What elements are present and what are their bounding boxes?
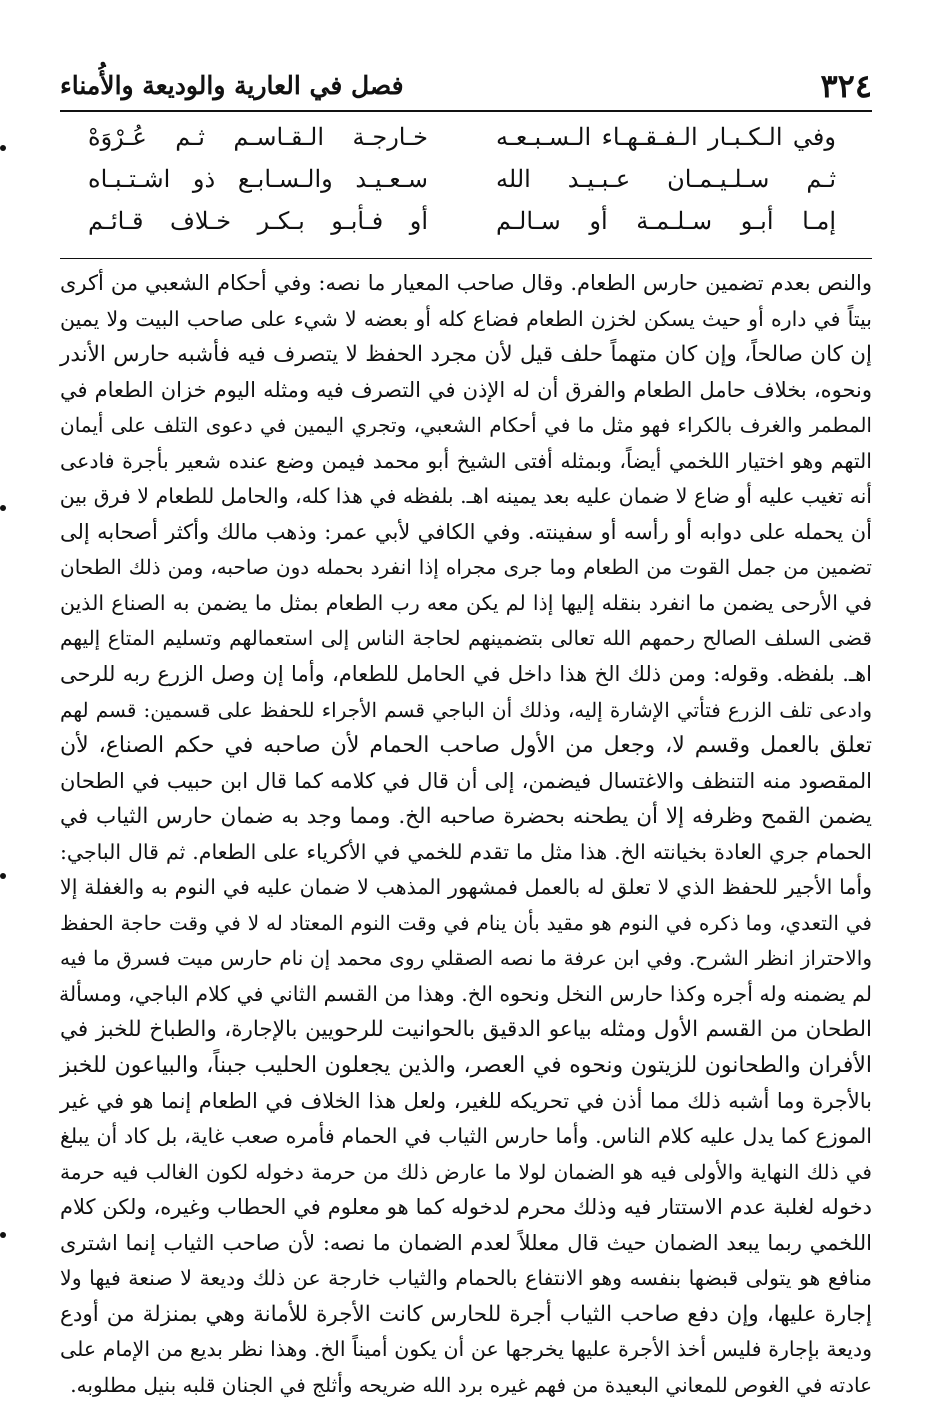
poem-verse xyxy=(88,200,836,242)
poem-divider xyxy=(60,258,872,259)
text-line: تعلق بالعمل وقسم لا، وجعل من الأول صاحب الحمام لأن صاحبه في حكم الصناع، لأن xyxy=(60,733,872,759)
scan-margin-mark xyxy=(0,505,6,511)
text-line: بيتاً في داره أو حيث يسكن لخزن الطعام فضاع كله أو بعضه لا شيء على صاحب البيت ولا يمين xyxy=(60,306,872,331)
poem-hemistich-second: سـعـيـد والـسـابـع ذو اشـتـبـاه xyxy=(88,165,428,193)
text-line: وديعة بإجارة فليس أخذ الأجرة عليها يخرجها عن أن يكون أميناً الخ. وهذا نظر بديع من الإمام على xyxy=(60,1337,872,1362)
text-line: إن كان صالحاً، وإن كان متهماً حلف قيل لأن مجرد الحفظ لا يتصرف فيه فأشبه حارس الأندر xyxy=(60,342,872,368)
text-line: منافع هو يتولى قبضها بنفسه وهو الانتفاع بالحمام والثياب خارجة عن ذلك وديعة لا صنعة فيها ولا xyxy=(60,1266,872,1291)
scan-margin-mark xyxy=(0,1232,6,1238)
scan-margin-mark xyxy=(0,873,6,879)
text-line: ونحوه، بخلاف حامل الطعام والفرق أن له الإذن في التصرف فيه ومثله اليوم خزان الطعام في xyxy=(60,377,872,402)
poem-hemistich-first: ثـم سـلـيـمـان عـبـيـد الله xyxy=(496,165,836,193)
scan-margin-mark xyxy=(0,145,6,151)
poem-block xyxy=(88,116,836,248)
text-line: الموزع كما يدل عليه كلام الناس. وأما حارس الثياب في الحمام فأمره صعب غاية، بل كاد أن يبلغ xyxy=(60,1124,872,1149)
running-title: فصل في العارية والوديعة والأُمناء xyxy=(60,71,404,100)
text-line: الأفران والطحانون للزيتون ونحوه في العصر، والذين يجعلون الحليب جبناً، والبياعون للخبز xyxy=(60,1053,872,1079)
text-line: أنه تغيب عليه أو ضاع لا ضمان عليه بعد يمينه اهـ. بلفظه في هذا كله، والحامل للطعام لا فرق بين xyxy=(59,484,872,509)
header-divider xyxy=(60,110,872,112)
text-line: اهـ. بلفظه. وقوله: ومن ذلك الخ هذا داخل في الحامل للطعام، وأما إن وصل الزرع ربه للرحى xyxy=(60,662,872,687)
text-line: اللخمي ربما يبعد الضمان حيث قال معللاً لعدم الضمان ما نصه: لأن صاحب الثياب إنما اشترى xyxy=(60,1230,872,1255)
page-header xyxy=(60,66,872,110)
body-text xyxy=(60,266,872,1404)
poem-verse xyxy=(88,116,836,158)
text-line: عادته في الغوص للمعاني البعيدة من فهم غيره برد الله ضريحه وأثلج في الجنان قلبه بنيل مطلوبه. xyxy=(70,1372,872,1397)
poem-hemistich-second: أو فـأبـو بـكـر خـلاف قـائـم xyxy=(88,207,428,235)
text-line: المقصود منه التنظف والاغتسال فيضمن، إلى أن قال في كلامه كما قال ابن حبيب في الطحان xyxy=(60,768,872,793)
poem-hemistich-first: إمـا أبـو سـلـمـة أو سـالـم xyxy=(496,207,836,235)
text-line: وادعى تلف الزرع فتأتي الإشارة إليه، وذلك أن الباجي قسم الأجراء للحفظ على قسمين: قسم لهم xyxy=(60,697,872,722)
page-number: ٣٢٤ xyxy=(820,67,872,105)
text-line: والنص بعدم تضمين حارس الطعام. وقال صاحب المعيار ما نصه: وفي أحكام الشعبي من أكرى xyxy=(60,271,872,295)
text-line: إجارة عليها، وإن دفع صاحب الثياب أجرة للحارس كانت الأجرة للأمانة وهي بمنزلة من أودع xyxy=(60,1301,872,1327)
poem-verse xyxy=(88,158,836,200)
text-line: الحمام جري العادة بخيانته الخ. هذا مثل ما تقدم للخمي في الأكرياء على الطعام. ثم قال الباجي: xyxy=(60,839,872,864)
text-line: قضى السلف الصالح رحمهم الله تعالى بتضمينهم لحاجة الناس إلى استعمالهم وتسليم المتاع إليهم xyxy=(60,626,872,651)
text-line: التهم وهو اختيار اللخمي أيضاً، وبمثله أفتى الشيخ أبو محمد فيمن وضع عنده شعير بأجرة فادعى xyxy=(60,448,872,473)
text-line: تضمين من جمل القوت من الطعام وما جرى مجراه إذا انفرد بحمله دون صاحبه، ومن ذلك الطحان xyxy=(60,555,872,580)
text-line: وأما الأجير للحفظ الذي لا تعلق له بالعمل فمشهور المذهب لا ضمان عليه في النوم به والغفلة إلا xyxy=(60,875,872,900)
text-line: المطمر والغرف بالكراء فهو مثل ما في أحكام الشعبي، وتجري اليمين في دعوى التلف على أيمان xyxy=(60,413,872,438)
text-line: لم يضمنه وله أجره وكذا حارس النخل ونحوه الخ. وهذا من القسم الثاني في كلام الباجي، ومسألة xyxy=(58,981,872,1006)
poem-hemistich-first: وفي الـكـبـار الـفـقـهـاء الـسـبـعـه xyxy=(496,123,836,151)
poem-hemistich-second: خـارجـة الـقـاسـم ثـم عُـرْوَهْ xyxy=(88,123,428,151)
text-line: في التعدي، وما ذكره في النوم هو مقيد بأن ينام في وقت النوم المعتاد له لا في وقت حاجة الحفظ xyxy=(60,910,872,935)
text-line: والاحتراز انظر الشرح. وفي ابن عرفة ما نصه الصقلي روى محمد إن نام حارس ميت فسرق ما فيه xyxy=(60,946,872,971)
text-line: بالأجرة وما أشبه ذلك مما أذن في تحريكه للغير، ولعل هذا الخلاف في الطعام إنما هو في غير xyxy=(60,1088,872,1113)
text-line: أن يحمله على دوابه أو رأسه أو سفينته. وفي الكافي لأبي عمر: وذهب مالك وأكثر أصحابه إلى xyxy=(60,519,872,544)
text-line: في ذلك النهاية والأولى فيه هو الضمان لولا ما عارض ذلك من حرمة دخوله لكون الغالب فيه حرمة xyxy=(60,1159,872,1184)
text-line: الطحان من القسم الأول ومثله بياعو الدقيق بالحوانيت للرحويين بالإجارة، والطباخ للخبز في xyxy=(60,1017,872,1043)
text-line: دخوله لغلبة عدم الاستتار فيه وذلك محرم لدخوله كما هو معلوم في الحطاب وغيره، ولكن كلام xyxy=(60,1195,872,1220)
text-line: في الأرحى يضمن ما انفرد بنقله إليها إذا لم يكن معه رب الطعام بمثل ما يضمن به الصناع الذين xyxy=(60,590,872,615)
text-line: يضمن القمح وظرفه إلا أن يطحنه بحضرة صاحبه الخ. ومما وجد به ضمان حارس الثياب في xyxy=(60,804,872,830)
